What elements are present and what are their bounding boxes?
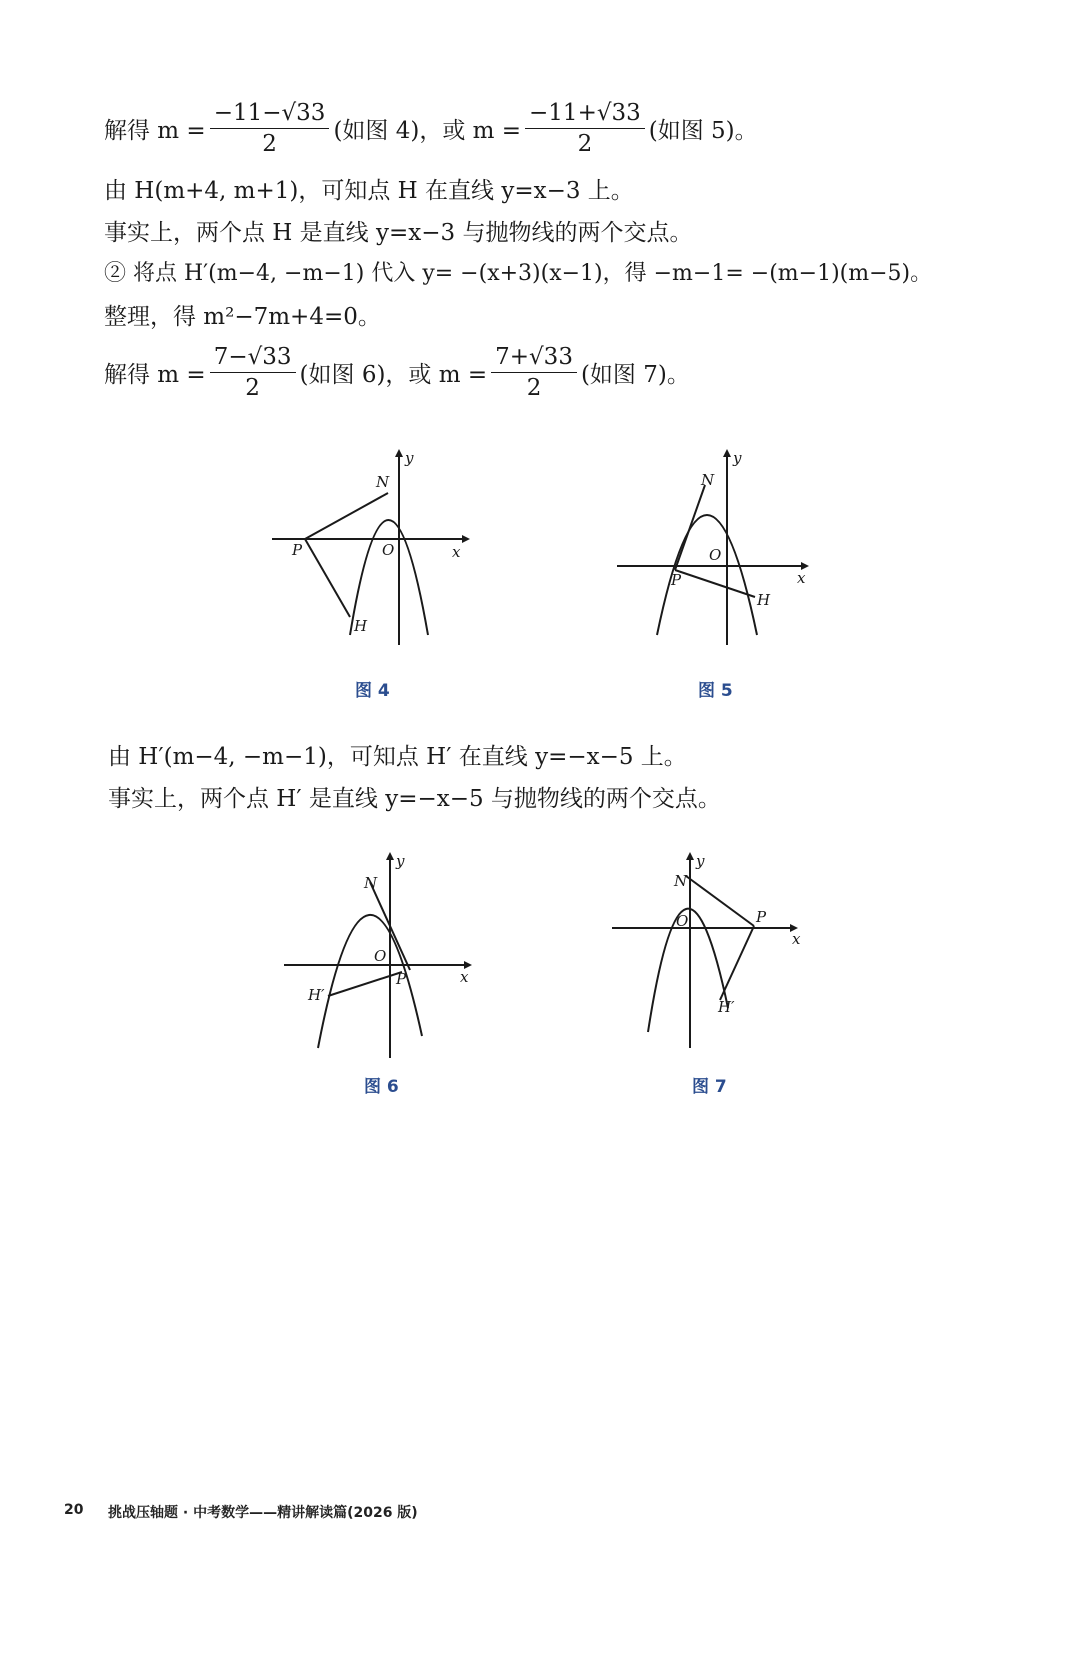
fraction-2-denominator: 2 xyxy=(577,131,593,157)
label-x: x xyxy=(460,968,469,986)
fraction-3-denominator: 2 xyxy=(245,375,260,401)
figure-6-caption: 图 6 xyxy=(364,1077,399,1097)
text-line-5: 整理，得 m²−7m+4=0。 xyxy=(104,304,381,330)
fraction-4-numerator: 7+√33 xyxy=(491,344,577,373)
text-line-8: 事实上，两个点 H′ 是直线 y=−x−5 与抛物线的两个交点。 xyxy=(108,786,721,812)
y-arrow xyxy=(386,852,394,860)
fraction-2-numerator: −11+√33 xyxy=(525,100,645,129)
label-y: y xyxy=(396,852,405,870)
solution-line-6-suffix: (如图 7)。 xyxy=(580,362,690,388)
fraction-1 xyxy=(210,100,330,157)
fraction-3-numerator: 7−√33 xyxy=(210,344,296,373)
fraction-1-denominator: 2 xyxy=(262,131,277,157)
figure-4 xyxy=(270,445,480,645)
label-h: H xyxy=(757,591,771,609)
label-n: N xyxy=(701,471,715,489)
text-line-4: ② 将点 H′(m−4, −m−1) 代入 y= −(x+3)(x−1)，得 −m−1= −(m−1)(m−5)。 xyxy=(104,261,933,286)
x-arrow xyxy=(462,535,470,543)
y-arrow xyxy=(686,852,694,860)
book-title: 挑战压轴题 · 中考数学——精讲解读篇(2026 版) xyxy=(108,1505,418,1521)
text-line-7: 由 H′(m−4, −m−1)，可知点 H′ 在直线 y=−x−5 上。 xyxy=(108,744,687,770)
label-n: N xyxy=(674,872,688,890)
fraction-4-denominator: 2 xyxy=(526,375,542,401)
label-y: y xyxy=(733,449,742,467)
page-number: 20 xyxy=(64,1502,84,1518)
segment-np xyxy=(686,876,754,926)
figure-7 xyxy=(610,848,820,1058)
label-o: O xyxy=(676,912,689,930)
figure-7-caption: 图 7 xyxy=(692,1077,727,1097)
segment-ph xyxy=(305,539,350,617)
segment-pn xyxy=(675,485,705,570)
figure-4-caption: 图 4 xyxy=(355,681,390,701)
label-h: H′ xyxy=(718,998,735,1016)
text-line-3: 事实上，两个点 H 是直线 y=x−3 与抛物线的两个交点。 xyxy=(104,220,693,246)
fraction-3 xyxy=(210,344,296,401)
text-line-2: 由 H(m+4, m+1)，可知点 H 在直线 y=x−3 上。 xyxy=(104,178,634,204)
solution-line-6-prefix: 解得 m = xyxy=(104,362,206,388)
label-o: O xyxy=(374,947,387,965)
label-p: P xyxy=(671,571,682,589)
label-p: P xyxy=(396,970,407,988)
solution-line-1-prefix: 解得 m = xyxy=(104,118,206,144)
label-h: H′ xyxy=(308,986,325,1004)
label-x: x xyxy=(797,569,806,587)
solution-line-1 xyxy=(104,100,758,157)
solution-line-1-middle: (如图 4)，或 m = xyxy=(333,118,522,144)
label-x: x xyxy=(452,543,461,561)
solution-line-6 xyxy=(104,344,690,401)
solution-line-6-middle: (如图 6)，或 m = xyxy=(299,362,488,388)
label-y: y xyxy=(696,852,705,870)
label-y: y xyxy=(405,449,414,467)
figure-6 xyxy=(282,848,482,1058)
label-o: O xyxy=(709,546,722,564)
y-arrow xyxy=(723,449,731,457)
fraction-1-numerator: −11−√33 xyxy=(210,100,330,129)
figure-5 xyxy=(615,445,825,645)
label-p: P xyxy=(756,908,767,926)
segment-ph xyxy=(720,926,754,1000)
label-o: O xyxy=(382,541,395,559)
figure-5-caption: 图 5 xyxy=(698,681,733,701)
fraction-4 xyxy=(491,344,577,401)
fraction-2 xyxy=(525,100,645,157)
label-n: N xyxy=(364,874,378,892)
y-arrow xyxy=(395,449,403,457)
label-n: N xyxy=(376,473,390,491)
label-x: x xyxy=(792,930,801,948)
solution-line-1-suffix: (如图 5)。 xyxy=(648,118,758,144)
label-h: H xyxy=(354,617,368,635)
label-p: P xyxy=(292,541,303,559)
